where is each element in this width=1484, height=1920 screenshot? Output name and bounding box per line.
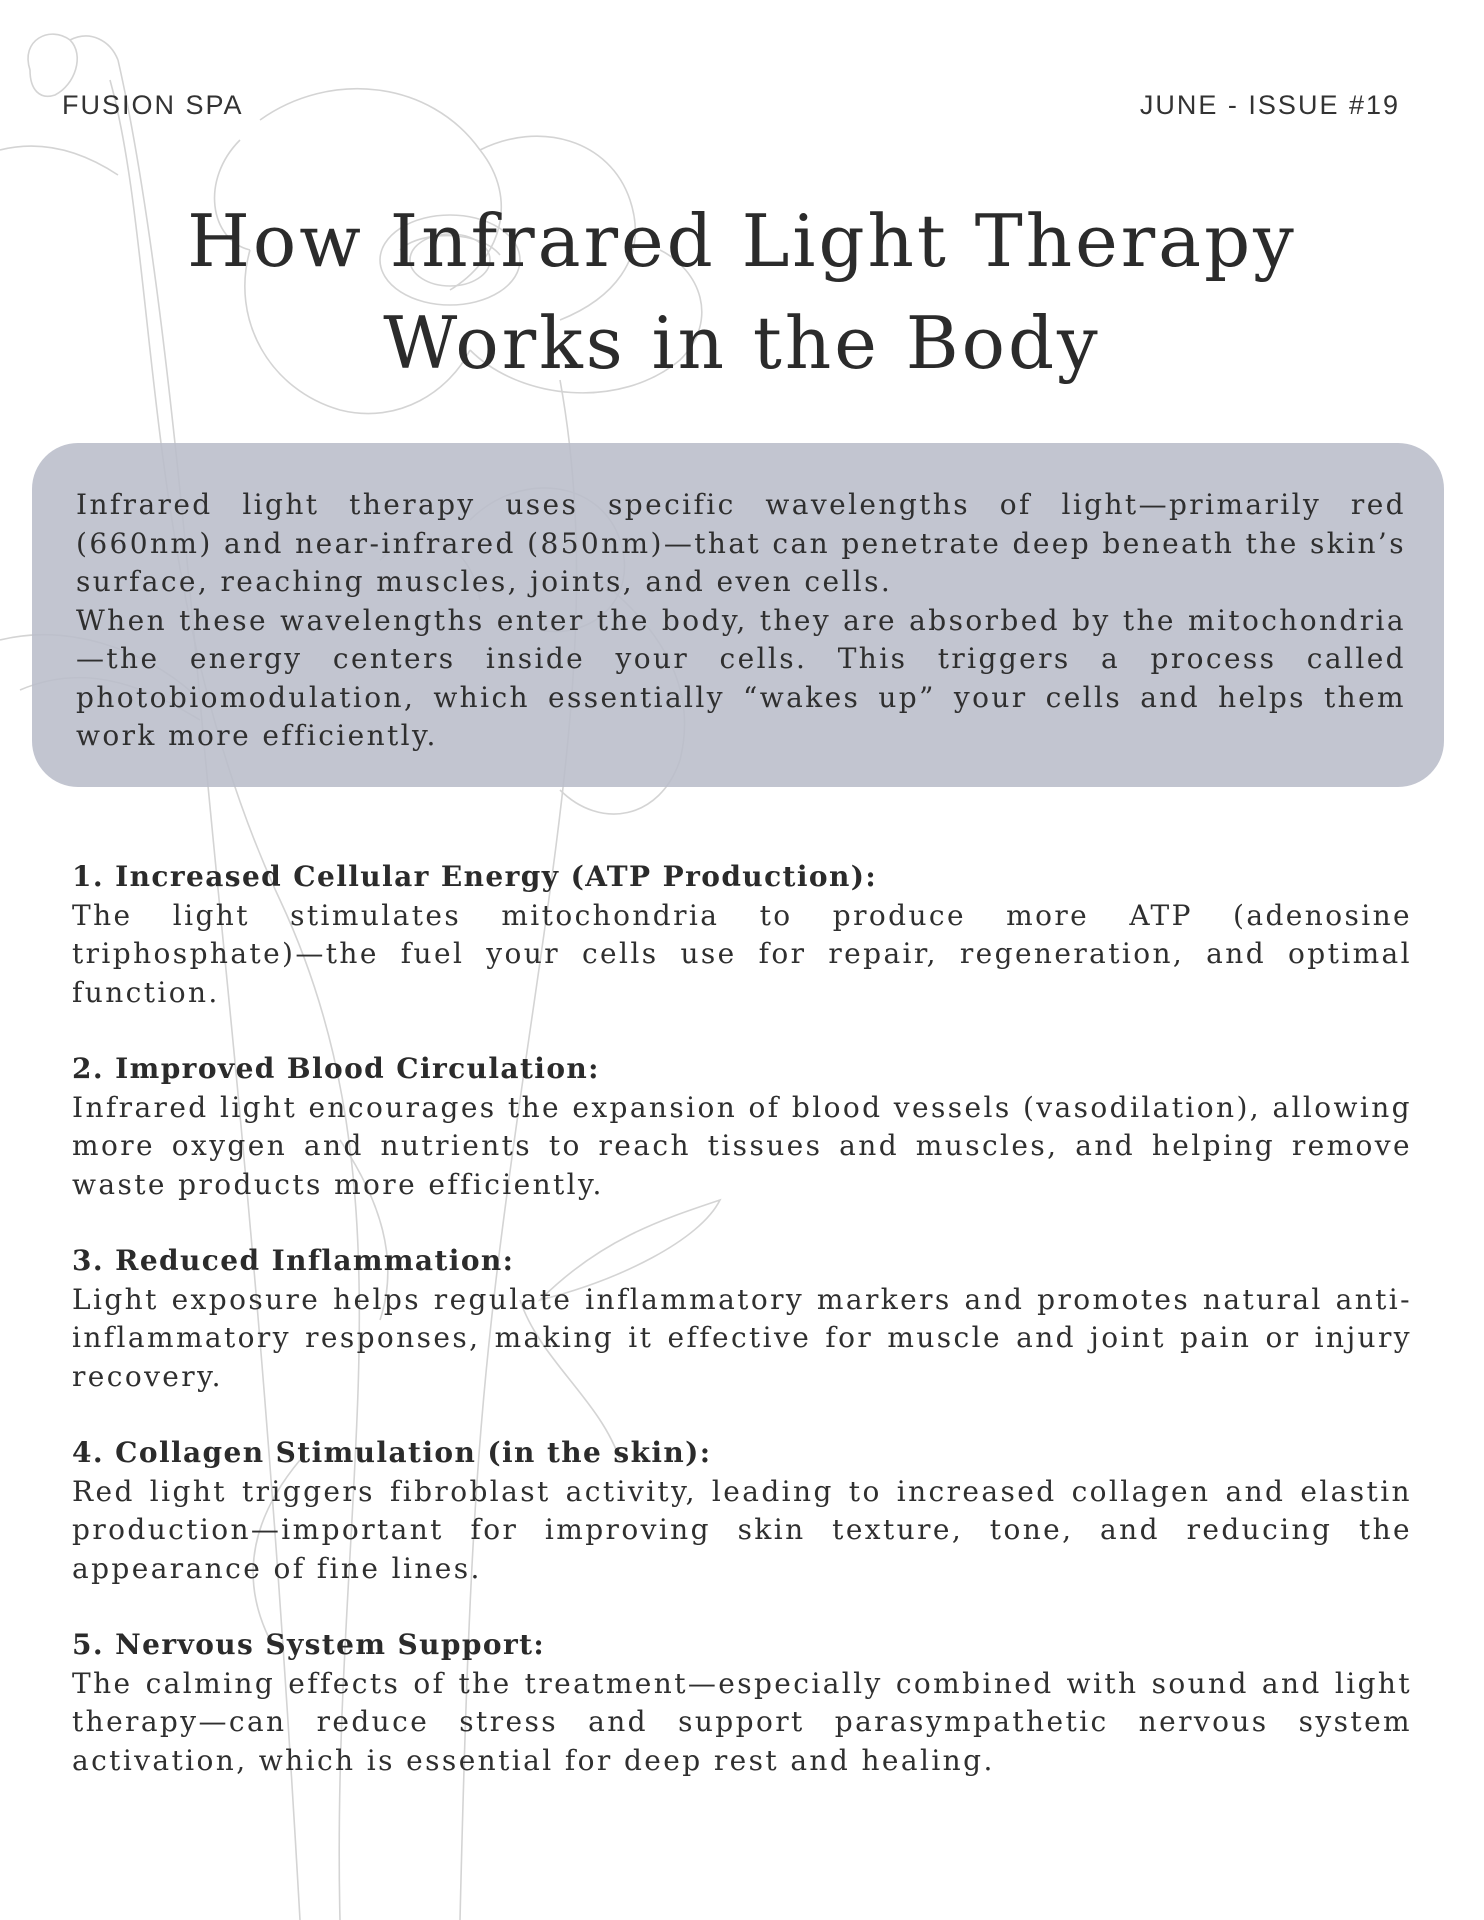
benefit-title: 1. Increased Cellular Energy (ATP Production): [72,860,878,893]
benefit-item [72,1242,1412,1396]
benefit-item [72,858,1412,1012]
benefits-list [72,858,1412,1818]
benefit-item [72,1050,1412,1204]
benefit-text: Infrared light encourages the expansion of blood vessels (vasodilation), allowing more oxygen and nutrients to reach tissues and muscles, and helping remove waste products more efficiently. [72,1090,1412,1201]
bud-outline [28,34,77,96]
page-title [100,190,1384,394]
benefit-item [72,1626,1412,1780]
issue-label: JUNE - ISSUE #19 [1139,90,1400,120]
intro-panel [32,443,1444,787]
bud-outline [70,36,118,60]
benefit-title: 4. Collagen Stimulation (in the skin): [72,1436,712,1469]
benefit-text: Red light triggers fibroblast activity, leading to increased collagen and elastin production—important for improving skin texture, tone, and reducing the appearance of fine lines. [72,1474,1412,1585]
intro-paragraph: When these wavelengths enter the body, they are absorbed by the mitochondria—the energy centers inside your cells. This triggers a process called photobiomodulation, which essentially “wakes up” your cells and helps them work more efficiently. [76,603,1406,752]
benefit-title: 5. Nervous System Support: [72,1628,546,1661]
benefit-item [72,1434,1412,1588]
page-title-line: Works in the Body [383,301,1101,385]
benefit-text: The calming effects of the treatment—especially combined with sound and light therapy—can reduce stress and support parasympathetic nervous system activation, which is essential for deep rest and healing. [72,1666,1412,1777]
leaf-line [0,146,118,175]
benefit-text: Light exposure helps regulate inflammatory markers and promotes natural anti-inflammatory responses, making it effective for muscle and joint pain or injury recovery. [72,1282,1412,1393]
benefit-title: 2. Improved Blood Circulation: [72,1052,600,1085]
benefit-title: 3. Reduced Inflammation: [72,1244,515,1277]
intro-paragraph: Infrared light therapy uses specific wavelengths of light—primarily red (660nm) and near-infrared (850nm)—that can penetrate deep beneath the skin’s surface, reaching muscles, joints, and even cells. [76,488,1406,598]
brand-name: FUSION SPA [62,90,244,120]
benefit-text: The light stimulates mitochondria to produce more ATP (adenosine triphosphate)—the fuel your cells use for repair, regeneration, and optimal function. [72,898,1412,1009]
page-title-line: How Infrared Light Therapy [187,199,1297,283]
